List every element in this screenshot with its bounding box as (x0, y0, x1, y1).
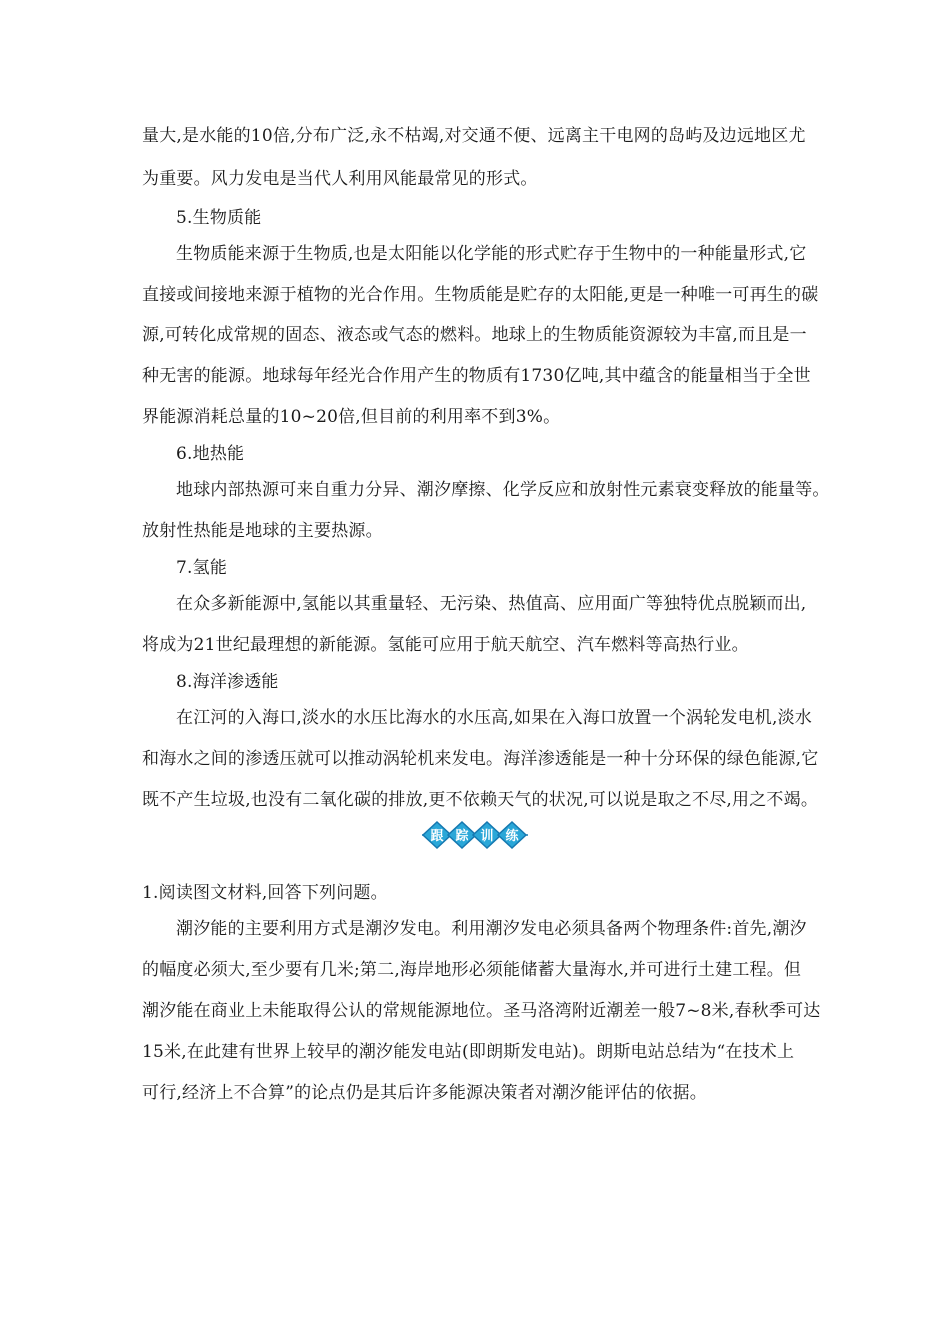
banner-diamond (473, 822, 501, 848)
paragraph-line: 源,可转化成常规的固态、液态或气态的燃料。地球上的生物质能资源较为丰富,而且是一 (142, 325, 807, 345)
banner-diamond (498, 822, 526, 848)
section-heading-hydrogen: 7.氢能 (176, 558, 228, 578)
paragraph-line: 潮汐能在商业上未能取得公认的常规能源地位。圣马洛湾附近潮差一般7~8米,春秋季可达 (142, 1001, 821, 1021)
paragraph-line: 界能源消耗总量的10~20倍,但目前的利用率不到3%。 (142, 407, 561, 427)
banner-char: 练 (505, 829, 519, 844)
banner-diamond (423, 822, 451, 848)
practice-banner (420, 820, 530, 850)
paragraph-line: 放射性热能是地球的主要热源。 (142, 521, 383, 541)
paragraph-line: 量大,是水能的10倍,分布广泛,永不枯竭,对交通不便、远离主干电网的岛屿及边远地区尤 (142, 126, 806, 146)
paragraph-line: 生物质能来源于生物质,也是太阳能以化学能的形式贮存于生物中的一种能量形式,它 (176, 244, 807, 264)
banner-char: 踪 (455, 829, 469, 844)
paragraph-line: 为重要。风力发电是当代人利用风能最常见的形式。 (142, 169, 538, 189)
exercise-question: 1.阅读图文材料,回答下列问题。 (142, 883, 388, 903)
paragraph-line: 的幅度必须大,至少要有几米;第二,海岸地形必须能储蓄大量海水,并可进行土建工程。但 (142, 960, 802, 980)
paragraph-line: 既不产生垃圾,也没有二氧化碳的排放,更不依赖天气的状况,可以说是取之不尽,用之不竭。 (142, 790, 819, 810)
paragraph-line: 潮汐能的主要利用方式是潮汐发电。利用潮汐发电必须具备两个物理条件:首先,潮汐 (176, 919, 807, 939)
banner-diamond (448, 822, 476, 848)
paragraph-line: 直接或间接地来源于植物的光合作用。生物质能是贮存的太阳能,更是一种唯一可再生的碳 (142, 285, 819, 305)
banner-char: 训 (480, 829, 494, 844)
section-heading-geothermal: 6.地热能 (176, 444, 245, 464)
paragraph-line: 在江河的入海口,淡水的水压比海水的水压高,如果在入海口放置一个涡轮发电机,淡水 (176, 708, 813, 728)
section-heading-osmotic: 8.海洋渗透能 (176, 672, 279, 692)
paragraph-line: 将成为21世纪最理想的新能源。氢能可应用于航天航空、汽车燃料等高热行业。 (142, 635, 749, 655)
paragraph-line: 在众多新能源中,氢能以其重量轻、无污染、热值高、应用面广等独特优点脱颖而出, (176, 594, 807, 614)
paragraph-line: 可行,经济上不合算”的论点仍是其后许多能源决策者对潮汐能评估的依据。 (142, 1083, 707, 1103)
paragraph-line: 地球内部热源可来自重力分异、潮汐摩擦、化学反应和放射性元素衰变释放的能量等。 (176, 480, 830, 500)
paragraph-line: 和海水之间的渗透压就可以推动涡轮机来发电。海洋渗透能是一种十分环保的绿色能源,它 (142, 749, 819, 769)
paragraph-line: 种无害的能源。地球每年经光合作用产生的物质有1730亿吨,其中蕴含的能量相当于全世 (142, 366, 811, 386)
section-heading-biomass: 5.生物质能 (176, 208, 262, 228)
paragraph-line: 15米,在此建有世界上较早的潮汐能发电站(即朗斯发电站)。朗斯电站总结为“在技术上 (142, 1042, 795, 1062)
banner-char: 跟 (430, 829, 444, 844)
